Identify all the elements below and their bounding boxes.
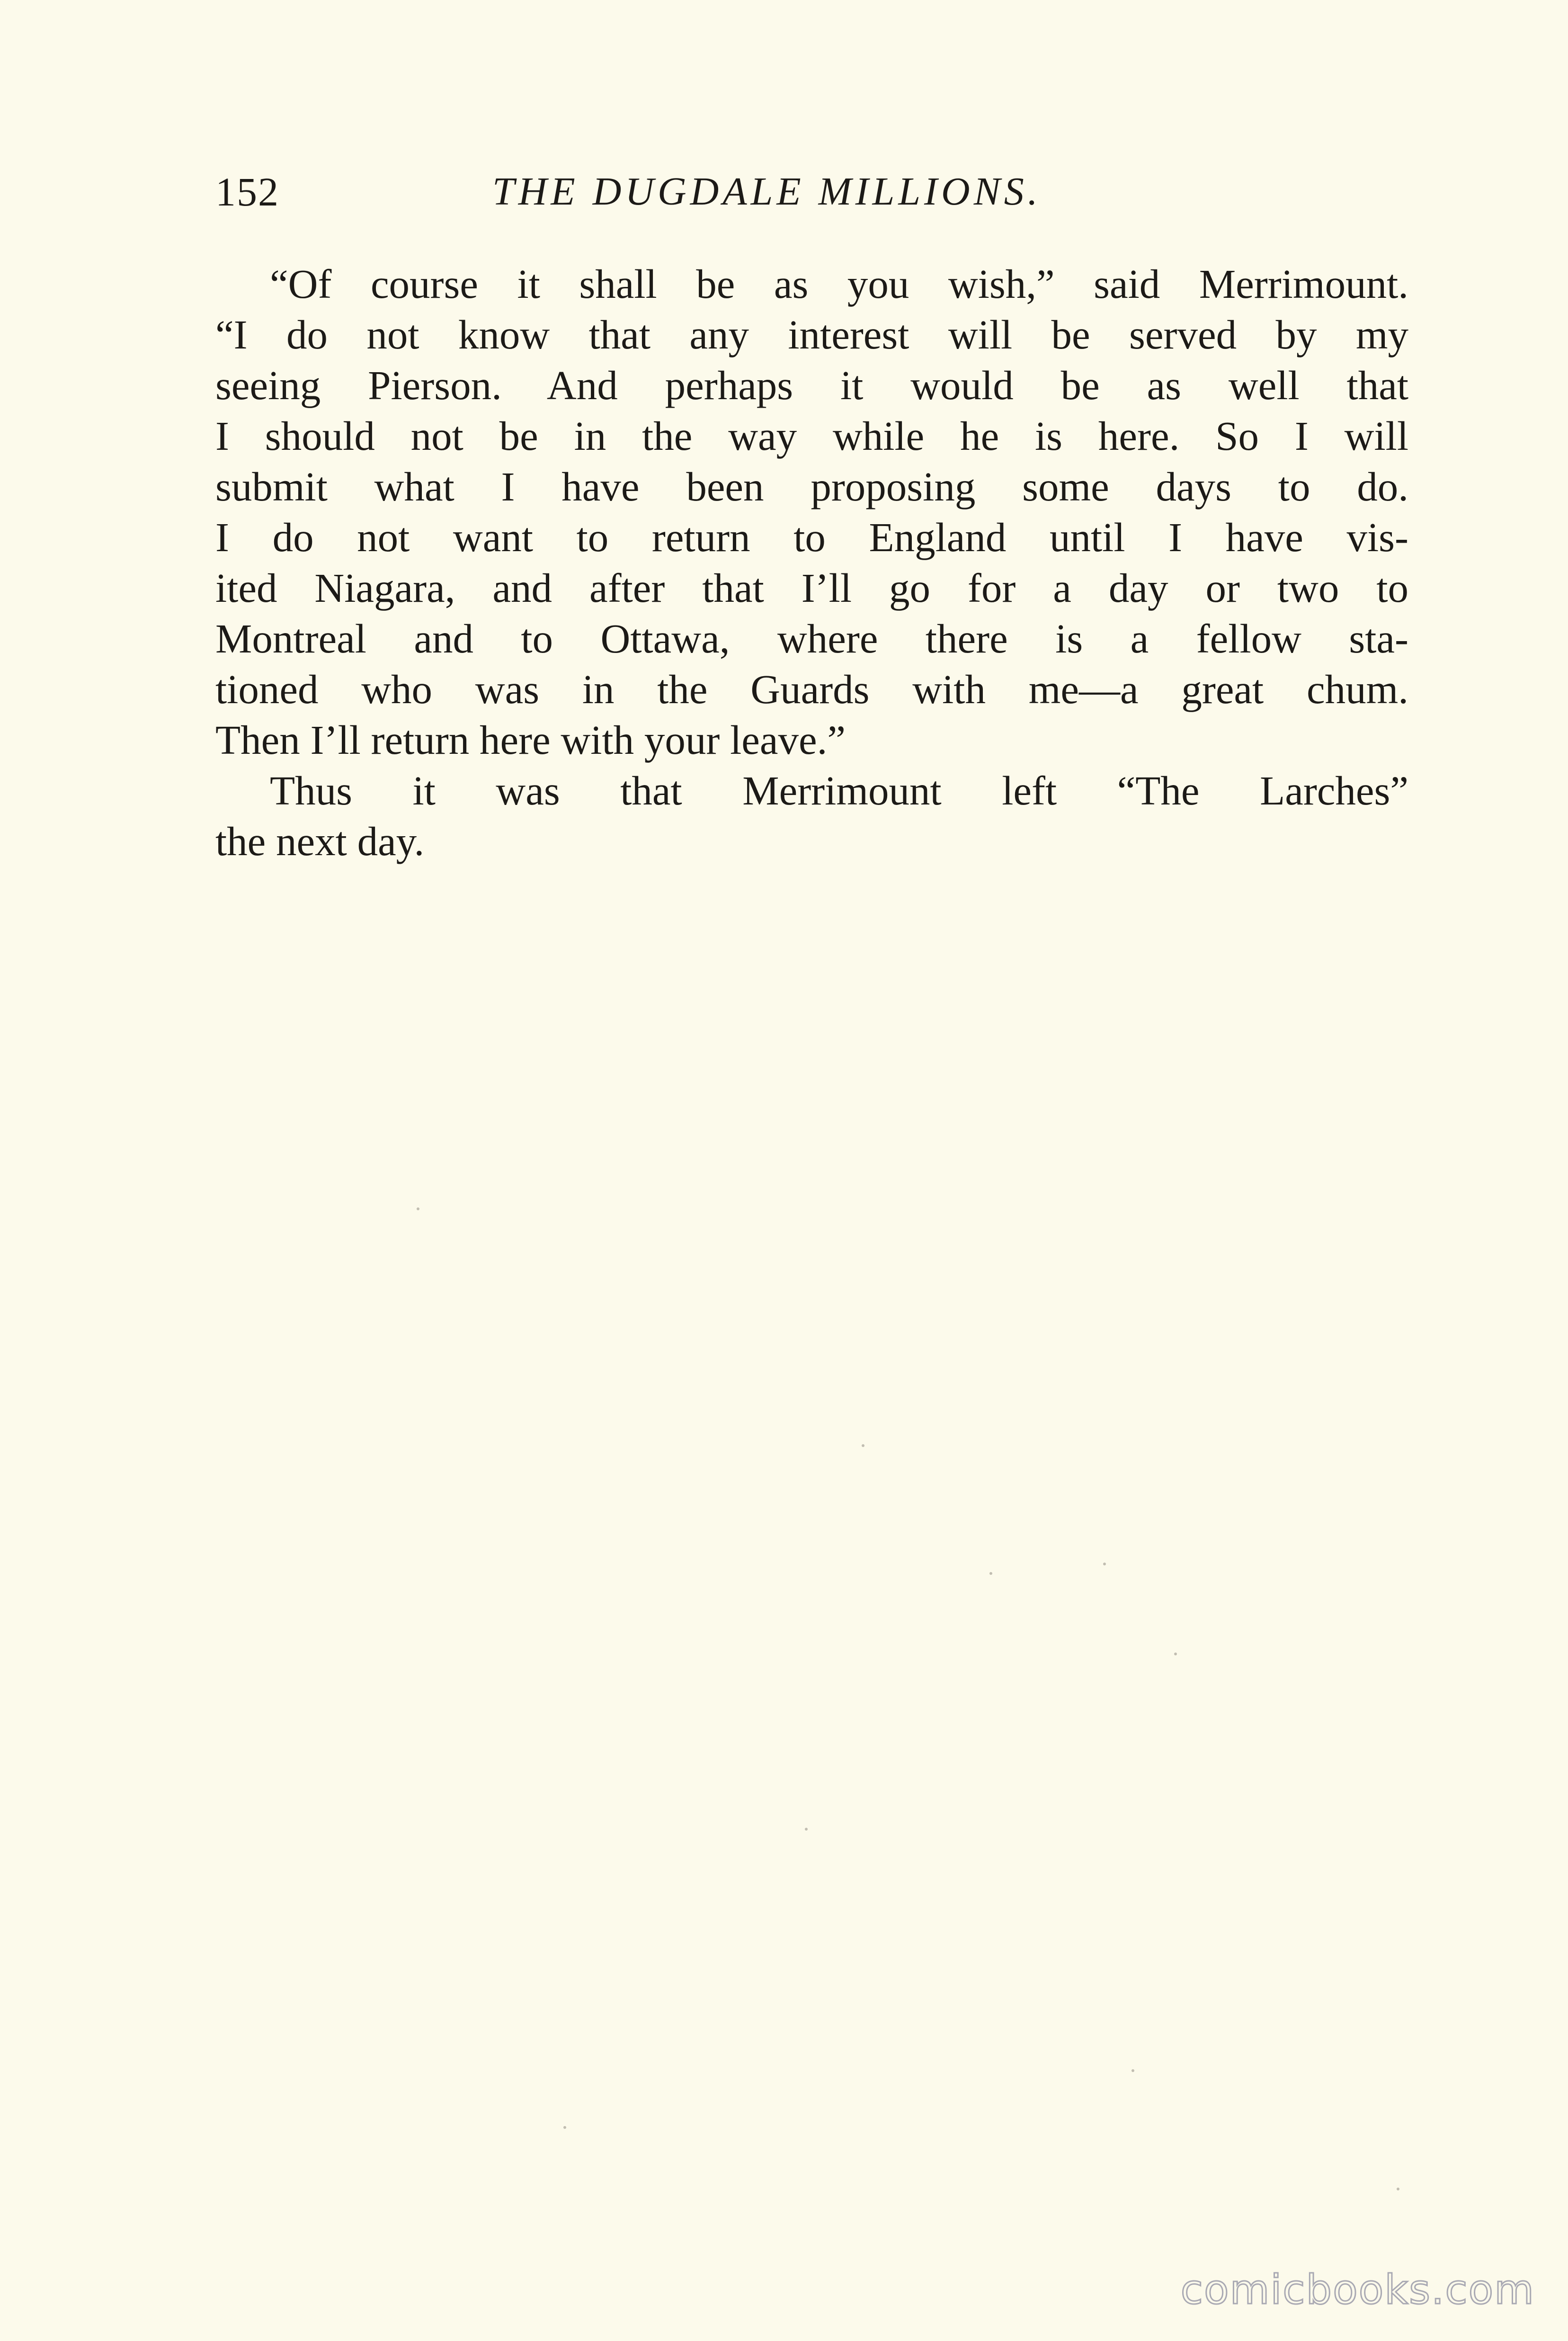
paper-speck [1131,2069,1134,2072]
paragraph-departure [215,765,1408,867]
text-line: “Of course it shall be as you wish,” said Merrimount. [270,261,1408,307]
paper-speck [1397,2188,1399,2190]
text-line: ited Niagara, and after that I’ll go for a day or two to [215,565,1408,611]
paper-speck [563,2126,566,2129]
text-line: “I do not know that any interest will be served by my [215,312,1408,357]
paper-speck [805,1828,808,1831]
text-line: submit what I have been proposing some days to do. [215,464,1408,509]
page-header [215,161,1408,223]
watermark: comicbooks.com [1180,2266,1535,2314]
paper-speck [862,1444,864,1447]
text-line: I should not be in the way while he is here. So I will [215,413,1408,459]
text-line: Thus it was that Merrimount left “The Larches” [270,768,1408,813]
paper-speck [417,1207,419,1210]
text-line: the next day. [215,818,425,864]
text-line: seeing Pierson. And perhaps it would be as well that [215,362,1408,408]
text-line: Then I’ll return here with your leave.” [215,717,846,763]
paper-speck [989,1572,992,1575]
text-line: I do not want to return to England until I have vis- [215,514,1408,560]
paper-speck [1103,1563,1106,1565]
page-number: 152 [215,169,279,214]
paragraph-merrimount-speech [215,259,1408,765]
paper-speck [1174,1653,1177,1655]
running-title: THE DUGDALE MILLIONS. [492,170,1042,214]
text-line: Montreal and to Ottawa, where there is a fellow sta- [215,616,1408,661]
body-text [215,259,1408,867]
text-line: tioned who was in the Guards with me—a great chum. [215,666,1408,712]
